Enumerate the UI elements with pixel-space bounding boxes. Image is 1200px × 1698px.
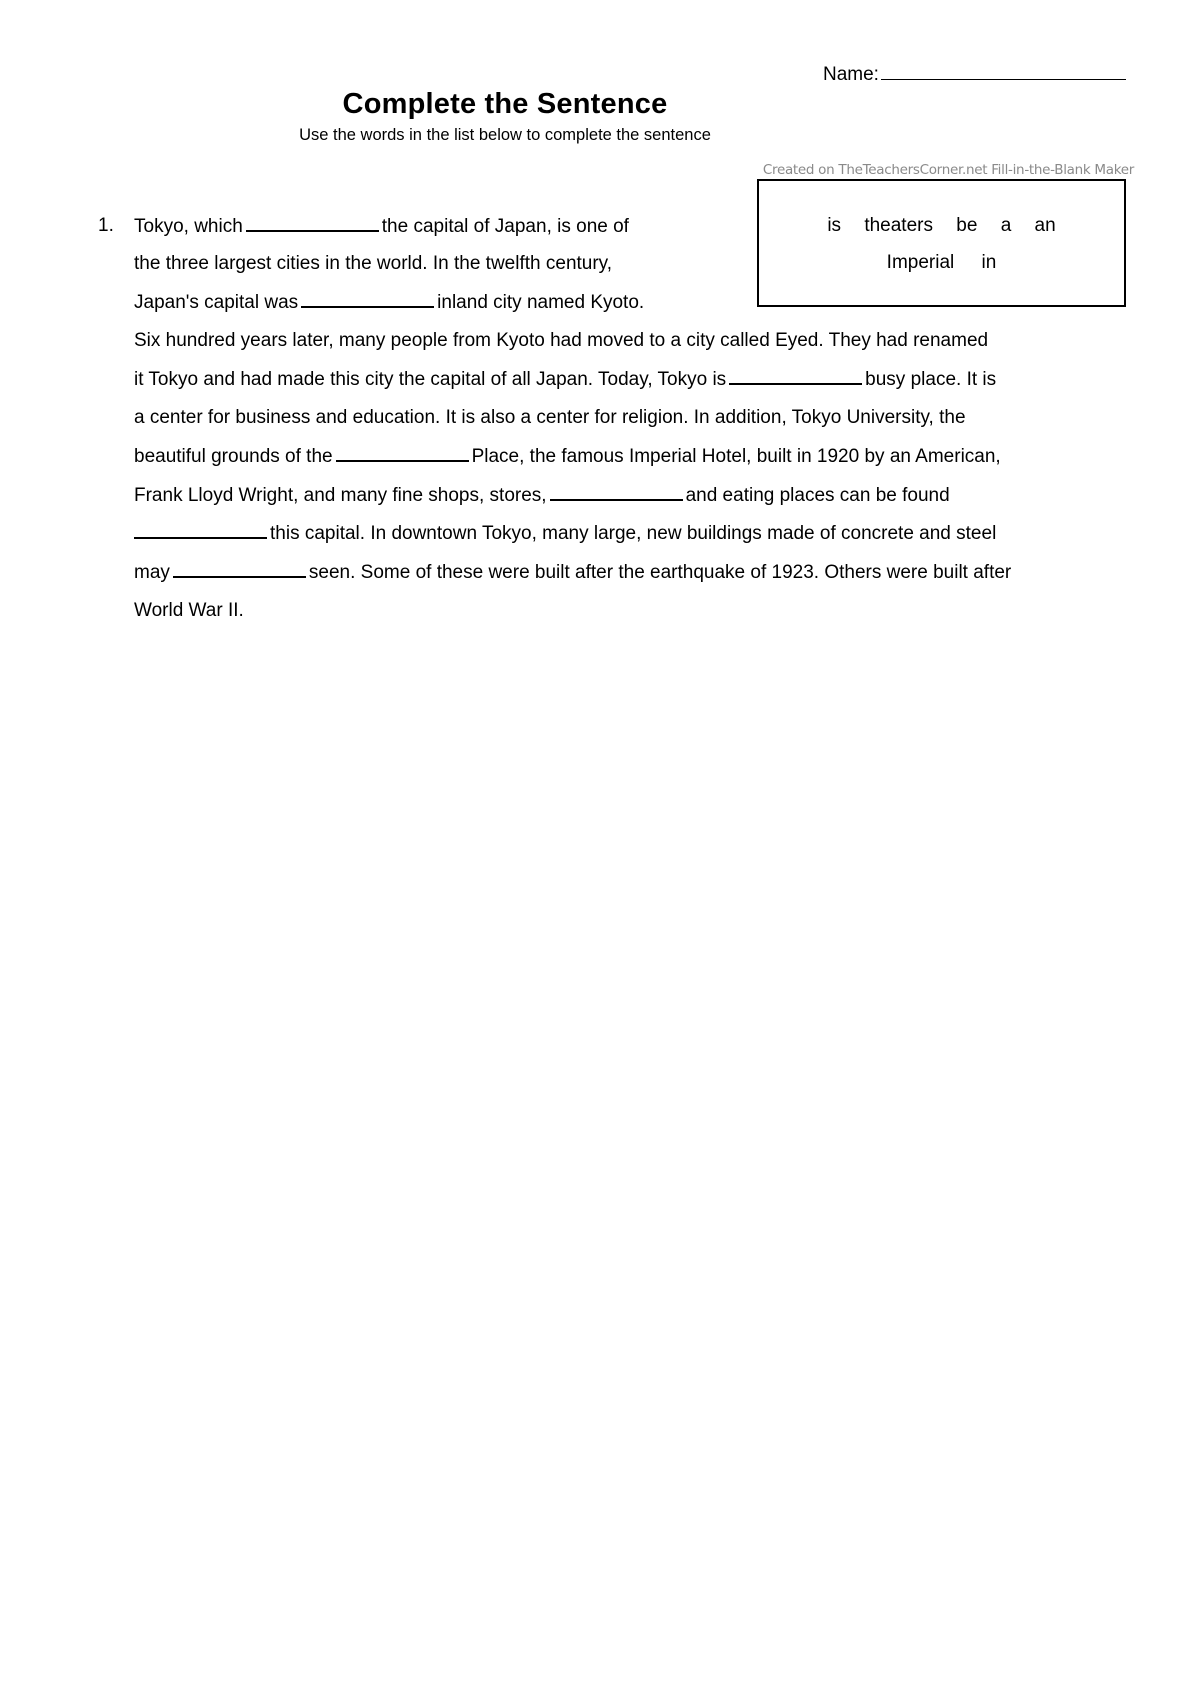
passage-text: busy place. It is (865, 369, 997, 390)
subtitle-wrap (0, 126, 1200, 145)
passage-text: the capital of Japan, is one of (381, 216, 629, 237)
word-bank-item: in (981, 252, 997, 273)
answer-blank[interactable] (173, 561, 306, 578)
passage-text: a center for business and education. It is also a center for religion. In addition, Tokyo University, the (134, 407, 966, 428)
passage-text: may (134, 562, 170, 583)
passage-text: and eating places can be found (685, 485, 950, 506)
word-bank (757, 179, 1126, 307)
passage-line (134, 445, 1001, 468)
title-wrap (0, 88, 1200, 121)
passage-text: inland city named Kyoto. (437, 292, 645, 313)
word-bank-item: is (827, 215, 842, 236)
name-field (823, 64, 1126, 86)
passage-text: this capital. In downtown Tokyo, many large, new buildings made of concrete and steel (270, 523, 997, 544)
word-bank-item: theaters (864, 215, 933, 236)
passage-text: it Tokyo and had made this city the capital of all Japan. Today, Tokyo is (134, 369, 727, 390)
passage-text: the three largest cities in the world. In the twelfth century, (134, 253, 613, 274)
name-label: Name: (823, 64, 879, 85)
answer-blank[interactable] (246, 215, 379, 232)
passage-line (134, 253, 612, 275)
word-bank-item: a (1000, 215, 1012, 236)
word-bank-item: an (1034, 215, 1056, 236)
word-bank-item: Imperial (886, 252, 955, 273)
answer-blank[interactable] (729, 368, 862, 385)
page-title: Complete the Sentence (342, 88, 668, 120)
passage-text: beautiful grounds of the (134, 446, 333, 467)
passage-text: Place, the famous Imperial Hotel, built in 1920 by an American, (471, 446, 1001, 467)
passage-line (134, 522, 996, 545)
name-blank[interactable] (881, 65, 1126, 80)
answer-blank[interactable] (301, 291, 434, 308)
instructions: Use the words in the list below to complete the sentence (299, 126, 711, 144)
word-bank-item: be (956, 215, 978, 236)
answer-blank[interactable] (134, 522, 267, 539)
answer-blank[interactable] (336, 445, 469, 462)
passage-line (134, 215, 629, 238)
passage-line (134, 484, 950, 507)
passage-text: seen. Some of these were built after the earthquake of 1923. Others were built after (308, 562, 1012, 583)
passage-text: Tokyo, which (134, 216, 243, 237)
passage-text: World War II. (134, 600, 244, 621)
question-number: 1. (98, 215, 114, 236)
word-bank-row-2 (759, 252, 1124, 274)
passage-text: Frank Lloyd Wright, and many fine shops, stores, (134, 485, 547, 506)
passage-line (134, 330, 988, 352)
passage-line (134, 561, 1011, 584)
passage-line (134, 600, 244, 622)
credit-text: Created on TheTeachersCorner.net Fill-in-the-Blank Maker (762, 162, 1134, 178)
passage-text: Japan's capital was (134, 292, 299, 313)
answer-blank[interactable] (550, 484, 683, 501)
passage-line (134, 407, 966, 429)
passage-line (134, 291, 644, 314)
word-bank-row-1 (759, 215, 1124, 237)
passage-line (134, 368, 996, 391)
passage-text: Six hundred years later, many people from Kyoto had moved to a city called Eyed. They had renamed (134, 330, 989, 351)
